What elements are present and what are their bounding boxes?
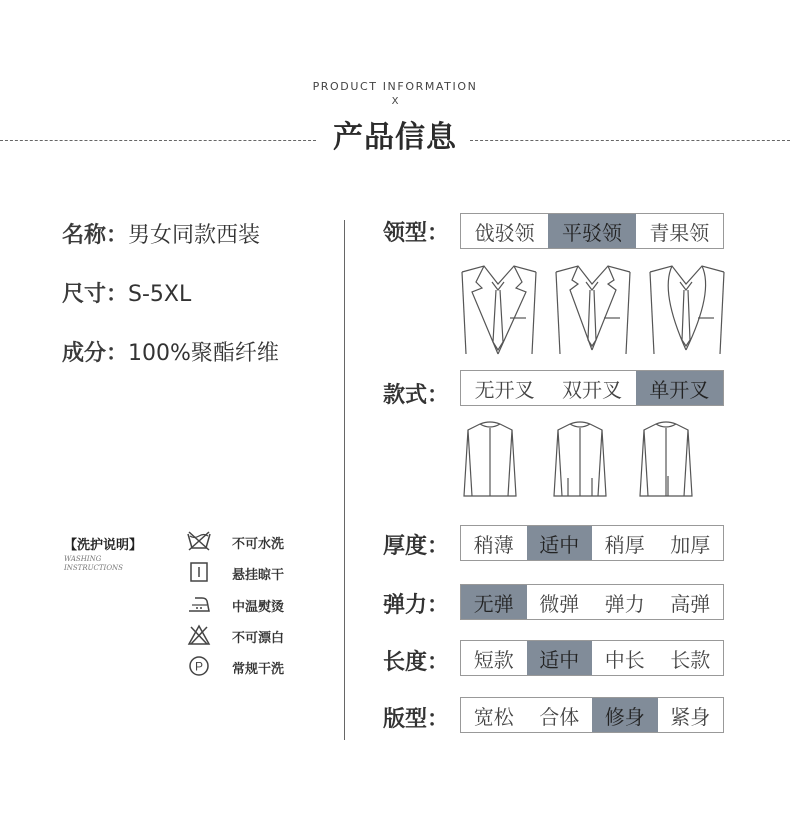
elasticity-label: 弹力： [383, 593, 450, 618]
thickness-label: 厚度： [383, 534, 450, 559]
elasticity-option-selected: 无弹 [461, 585, 527, 619]
fit-option-selected: 修身 [592, 698, 658, 732]
thickness-option: 稍厚 [604, 532, 645, 557]
care-text: 不可水洗 [232, 537, 285, 552]
style-option: 无开叉 [474, 377, 535, 402]
header-subtitle-en: PRODUCT INFORMATION [312, 80, 478, 93]
style-option: 双开叉 [561, 377, 622, 402]
length-option: 短款 [473, 647, 514, 672]
thickness-options [460, 525, 724, 561]
info-value: 男女同款西装 [128, 223, 261, 248]
fit-options [460, 697, 724, 733]
collar-label: 领型： [383, 221, 450, 246]
no-bleach-icon [186, 624, 212, 646]
info-row-size [62, 277, 191, 308]
no-water-wash-icon [186, 530, 212, 552]
dry-clean-p-icon [186, 655, 212, 677]
peak-lapel-collar-illustration [458, 262, 540, 356]
section-divider [344, 220, 345, 740]
info-value: S-5XL [128, 282, 192, 307]
care-text: 悬挂晾干 [232, 568, 285, 583]
no-vent-jacket-illustration [462, 420, 518, 500]
info-key: 名称： [62, 223, 129, 248]
fit-option: 宽松 [473, 704, 514, 729]
collar-option: 青果领 [649, 220, 710, 245]
thickness-option: 稍薄 [473, 532, 514, 557]
style-options [460, 370, 724, 406]
elasticity-options [460, 584, 724, 620]
info-row-name [62, 218, 260, 249]
page-title: 产品信息 [333, 120, 457, 155]
notch-lapel-collar-illustration [552, 262, 634, 356]
care-subtitle-line1: WASHING [64, 555, 102, 563]
care-text: 不可漂白 [232, 631, 285, 646]
info-key: 尺寸： [62, 282, 129, 307]
elasticity-option: 高弹 [670, 591, 711, 616]
care-subtitle [64, 555, 123, 573]
fit-option: 紧身 [670, 704, 711, 729]
collar-option: 戗驳领 [474, 220, 535, 245]
care-text: 常规干洗 [232, 662, 285, 677]
length-option: 长款 [670, 647, 711, 672]
info-value: 100%聚酯纤维 [128, 341, 279, 366]
elasticity-option: 弹力 [604, 591, 645, 616]
header-subtitle-x: X [391, 96, 399, 107]
care-title: 【洗护说明】 [64, 538, 143, 553]
care-text: 中温熨烫 [232, 600, 285, 615]
style-label: 款式： [383, 383, 450, 408]
info-key: 成分： [62, 341, 129, 366]
double-vent-jacket-illustration [552, 420, 608, 500]
length-label: 长度： [383, 650, 450, 675]
fit-option: 合体 [539, 704, 580, 729]
iron-medium-icon [186, 593, 212, 615]
length-option-selected: 适中 [527, 641, 593, 675]
thickness-option-selected: 适中 [527, 526, 593, 560]
care-subtitle-line2: INSTRUCTIONS [64, 564, 123, 572]
collar-option-selected: 平驳领 [548, 214, 635, 248]
style-option-selected: 单开叉 [636, 371, 723, 405]
length-option: 中长 [604, 647, 645, 672]
shawl-lapel-collar-illustration [646, 262, 728, 356]
length-options [460, 640, 724, 676]
fit-label: 版型： [383, 707, 450, 732]
hang-dry-icon [186, 561, 212, 583]
info-row-material [62, 336, 279, 367]
collar-options [460, 213, 724, 249]
header-divider-right [470, 140, 790, 141]
svg-text:P: P [194, 659, 204, 674]
thickness-option: 加厚 [670, 532, 711, 557]
single-vent-jacket-illustration [638, 420, 694, 500]
elasticity-option: 微弹 [539, 591, 580, 616]
